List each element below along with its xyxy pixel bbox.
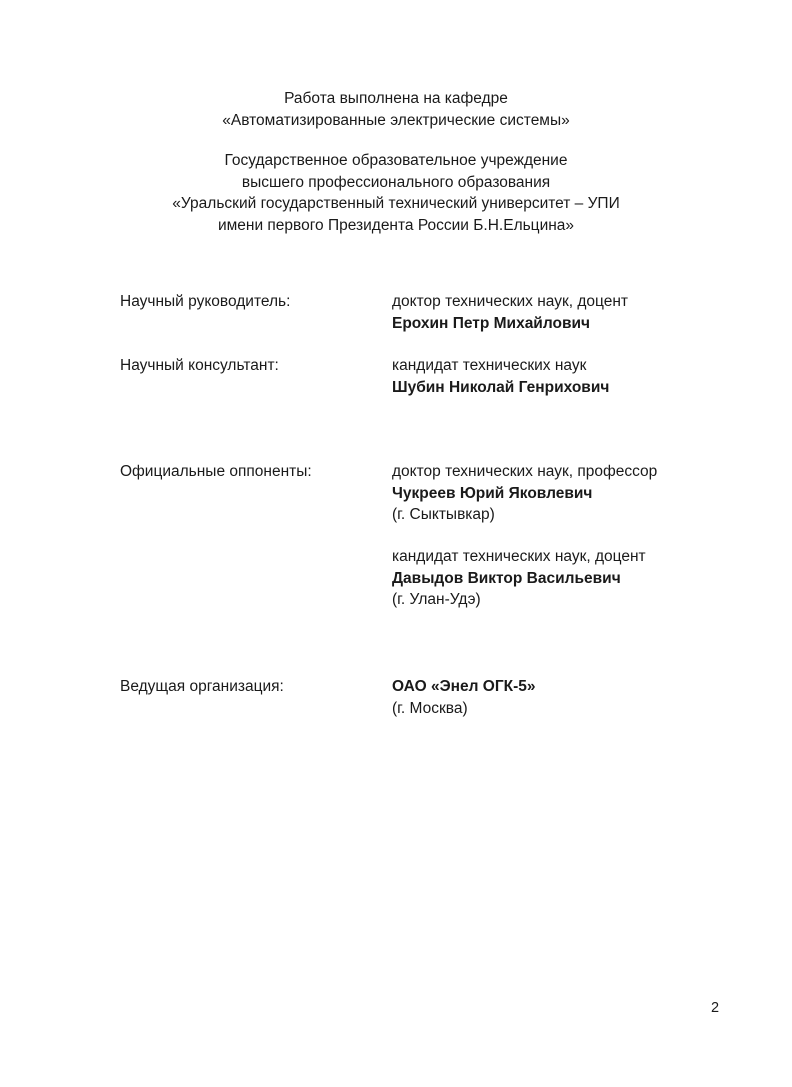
opponent-2-details (392, 546, 646, 611)
supervisor-name: Ерохин Петр Михайлович (392, 314, 591, 332)
header-line: высшего профессионального образования (241, 173, 551, 191)
page-number: 2 (711, 1000, 720, 1016)
supervisor-title: доктор технических наук, доцент (392, 293, 629, 310)
consultant-details (392, 355, 609, 398)
opponent-city: (г. Сыктывкар) (392, 506, 495, 523)
header-line: имени первого Президента России Б.Н.Ельцина» (217, 216, 575, 234)
department-block (0, 88, 792, 131)
header-line: «Уральский государственный технический университет – УПИ (172, 195, 620, 212)
lead-org-name: ОАО «Энел ОГК-5» (392, 678, 536, 695)
opponent-title: доктор технических наук, профессор (392, 463, 658, 480)
opponents-label: Официальные оппоненты: (120, 463, 312, 480)
supervisor-label: Научный руководитель: (120, 293, 291, 310)
opponent-city: (г. Улан-Удэ) (392, 591, 481, 608)
header-line: Работа выполнена на кафедре (284, 90, 508, 107)
opponent-1-details (392, 461, 657, 526)
university-block (0, 150, 792, 236)
consultant-label: Научный консультант: (120, 357, 279, 374)
supervisor-details (392, 291, 628, 334)
lead-org-city: (г. Москва) (392, 699, 468, 717)
opponent-title: кандидат технических наук, доцент (392, 548, 646, 565)
lead-org-label: Ведущая организация: (120, 678, 284, 695)
consultant-title: кандидат технических наук (392, 357, 587, 374)
consultant-name: Шубин Николай Генрихович (392, 378, 610, 396)
opponent-name: Давыдов Виктор Васильевич (392, 569, 621, 587)
lead-org-details (392, 676, 536, 719)
header-line: «Автоматизированные электрические системы» (222, 111, 570, 129)
opponent-name: Чукреев Юрий Яковлевич (392, 484, 593, 502)
header-line: Государственное образовательное учреждение (224, 152, 568, 169)
